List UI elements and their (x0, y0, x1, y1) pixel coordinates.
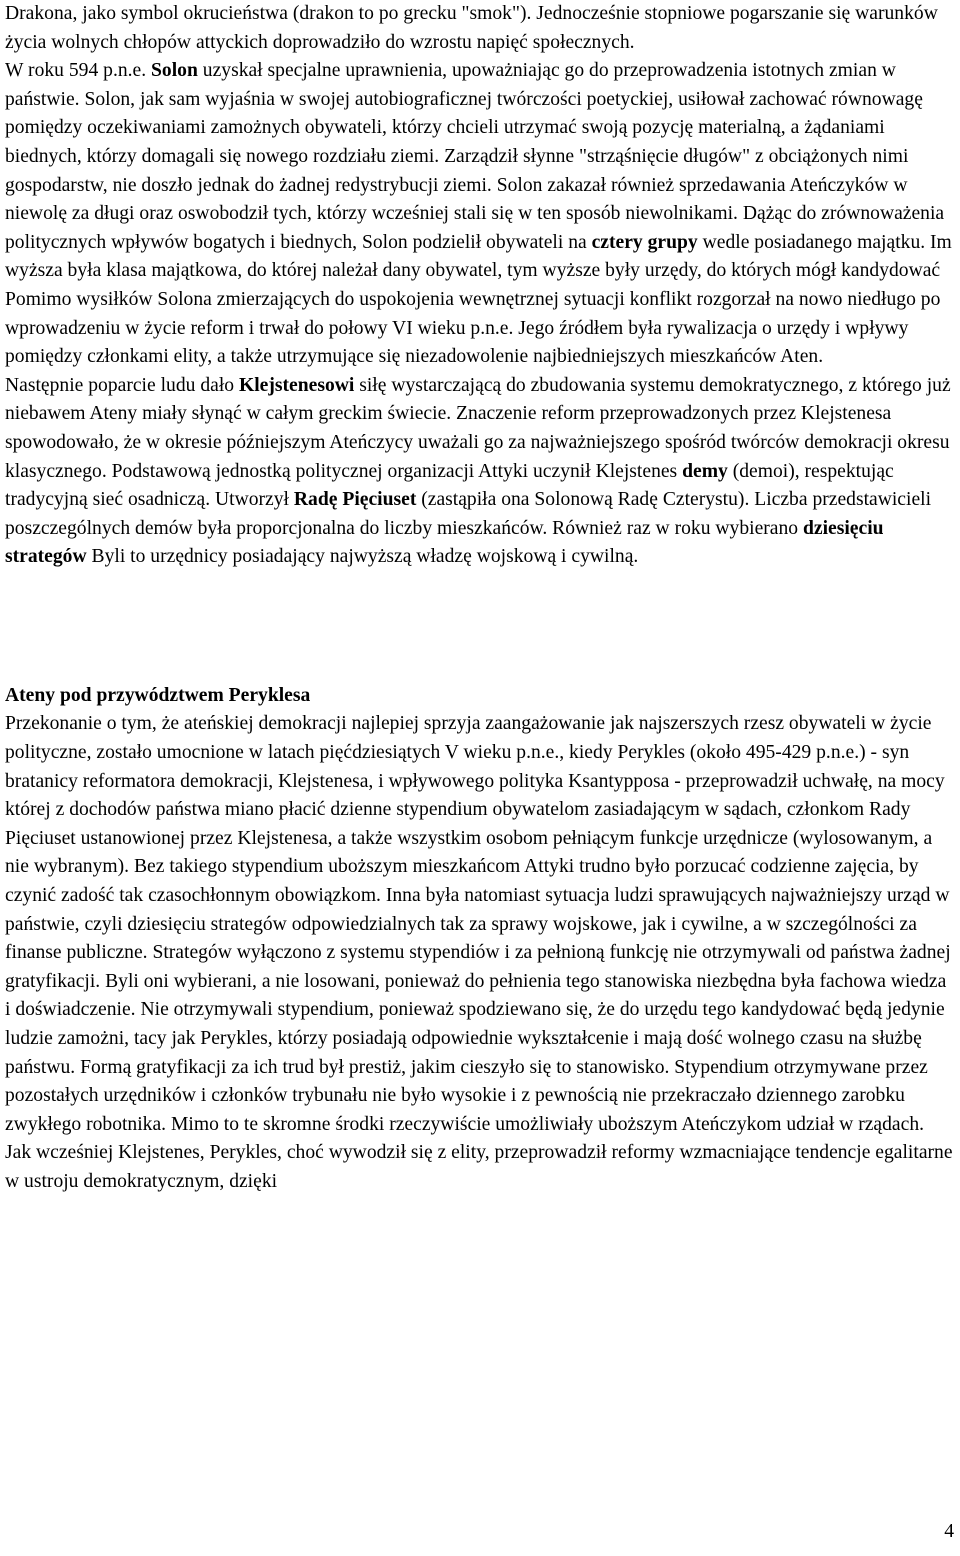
text-run: wedle posiadanego majątku. Im wyższa była klasa majątkowa, do której należał dany obywatel, tym wyższe były urzędy, do których mógł kandydować (5, 231, 952, 282)
paragraph-drakon: Drakona, jako symbol okrucieństwa (drakon to po grecku "smok"). Jednocześnie stopniowe pogarszanie się warunków życia wolnych chłopów attyckich doprowadziło do wzrostu napięć społecznych. (5, 3, 938, 53)
bold-term-rada-pieciuset: Radę Pięciuset (293, 489, 417, 511)
text-run: Byli to urzędnicy posiadający najwyższą władzę wojskową i cywilną. (86, 546, 639, 568)
text-run: (zastąpiła ona Solonową Radę Czterystu). Liczba przedstawicieli poszczególnych demów była proporcjonalna do liczby mieszkańców. Również raz w roku wybierano (5, 489, 932, 539)
paragraph-solon (5, 57, 955, 286)
page-number: 4 (944, 1521, 954, 1542)
text-run: (demoi), respektując tradycyjną sieć osadniczą. Utworzył (5, 460, 894, 511)
bold-term-dziesieciu-strategow: dziesięciu strategów (5, 517, 884, 568)
paragraph-konflikt: Pomimo wysiłków Solona zmierzających do uspokojenia wewnętrznej sytuacji konflikt rozgorzał na nowo niedługo po wprowadzeniu w życie reform i trwał do połowy VI wieku p.n.e. Jego źródłem była rywalizacja o urzędy i wpływy pomiędzy członkami elity, a także utrzymujące się niezadowolenie najbiedniejszych mieszkańców Aten. (5, 288, 941, 368)
text-run: Następnie poparcie ludu dało (5, 374, 239, 396)
text-run: W roku 594 p.n.e. (5, 60, 152, 82)
bold-term-demy: demy (682, 460, 728, 482)
bold-term-cztery-grupy: cztery grupy (591, 231, 698, 253)
section-spacer (5, 572, 955, 682)
bold-term-klejstenesowi: Klejstenesowi (238, 374, 355, 396)
paragraph-klejstenes (5, 372, 955, 572)
text-run: uzyskał specjalne uprawnienia, upoważniając go do przeprowadzenia istotnych zmian w państwie. Solon, jak sam wyjaśnia w swojej autobiograficznej twórczości poetyckiej, usiłował zachować równowagę pomiędzy oczekiwaniami zamożnych obywateli, którzy chcieli utrzymać swoją pozycję materialną, a żądaniami biednych, którzy domagali się nowego rozdziału ziemi. Zarządził słynne "strząśnięcie długów" z obciążonych nimi gospodarstw, nie doszło jednak do żadnej redystrybucji ziemi. Solon zakazał również sprzedawania Ateńczyków w niewolę za długi oraz oswobodził tych, którzy wcześniej stali się w ten sposób niewolnikami. Dążąc do zrównoważenia politycznych wpływów bogatych i biednych, Solon podzielił obywateli na (5, 60, 945, 253)
paragraph-perykles: Przekonanie o tym, że ateńskiej demokracji najlepiej sprzyja zaangażowanie jak najszerszych rzesz obywateli w życie polityczne, zostało umocnione w latach pięćdziesiątych V wieku p.n.e., kiedy Perykles (około 495-429 p.n.e.) - syn bratanicy reformatora demokracji, Klejstenesa, i wpływowego polityka Ksantypposa - przeprowadził uchwałę, na mocy której z dochodów państwa miano płacić dzienne stypendium obywatelom zasiadającym w sądach, członkom Rady Pięciuset ustanowionej przez Klejstenesa, a także wszystkim osobom pełniącym funkcje urzędnicze (wylosowanym, a nie wybranym). Bez takiego stypendium uboższym mieszkańcom Attyki trudno było porzucać codzienne zajęcia, by czynić zadość tak czasochłonnym obowiązkom. Inna była natomiast sytuacja ludzi sprawujących najważniejszy urząd w państwie, czyli dziesięciu strategów odpowiedzialnych tak za sprawy wojskowe, jak i cywilne, a w szczególności za finanse publiczne. Strategów wyłączono z systemu stypendiów i za pełnioną funkcję nie otrzymywali od państwa żadnej gratyfikacji. Byli oni wybierani, a nie losowani, ponieważ do pełnienia tego stanowiska niezbędna była fachowa wiedza i doświadczenie. Nie otrzymywali stypendium, ponieważ spodziewano się, że do urzędu tego kandydować będą jedynie ludzie zamożni, tacy jak Perykles, którzy posiadają odpowiednie wykształcenie i mają dość wolnego czasu na służbę państwu. Formą gratyfikacji za ich trud był prestiż, jakim cieszyło się to stanowisko. Stypendium otrzymywane przez pozostałych urzędników i członków trybunału nie było wysokie i z pewnością nie przekraczało dziennego zarobku zwykłego robotnika. Mimo to te skromne środki rzeczywiście umożliwiały uboższym Ateńczykom udział w rządach. Jak wcześniej Klejstenes, Perykles, choć wywodził się z elity, przeprowadził reformy wzmacniające tendencje egalitarne w ustroju demokratycznym, dzięki (5, 713, 953, 1192)
bold-term-solon: Solon (151, 60, 198, 82)
text-run: siłę wystarczającą do zbudowania systemu demokratycznego, z którego już niebawem Ateny miały słynąć w całym greckim świecie. Znaczenie reform przeprowadzonych przez Klejstenesa spowodowało, że w okresie późniejszym Ateńczycy uważali go za najważniejszego spośród twórców demokracji okresu klasycznego. Podstawową jednostką politycznej organizacji Attyki uczynił Klejstenes (5, 374, 951, 482)
section-heading: Ateny pod przywództwem Peryklesa (5, 684, 311, 706)
document-page (5, 0, 955, 1197)
